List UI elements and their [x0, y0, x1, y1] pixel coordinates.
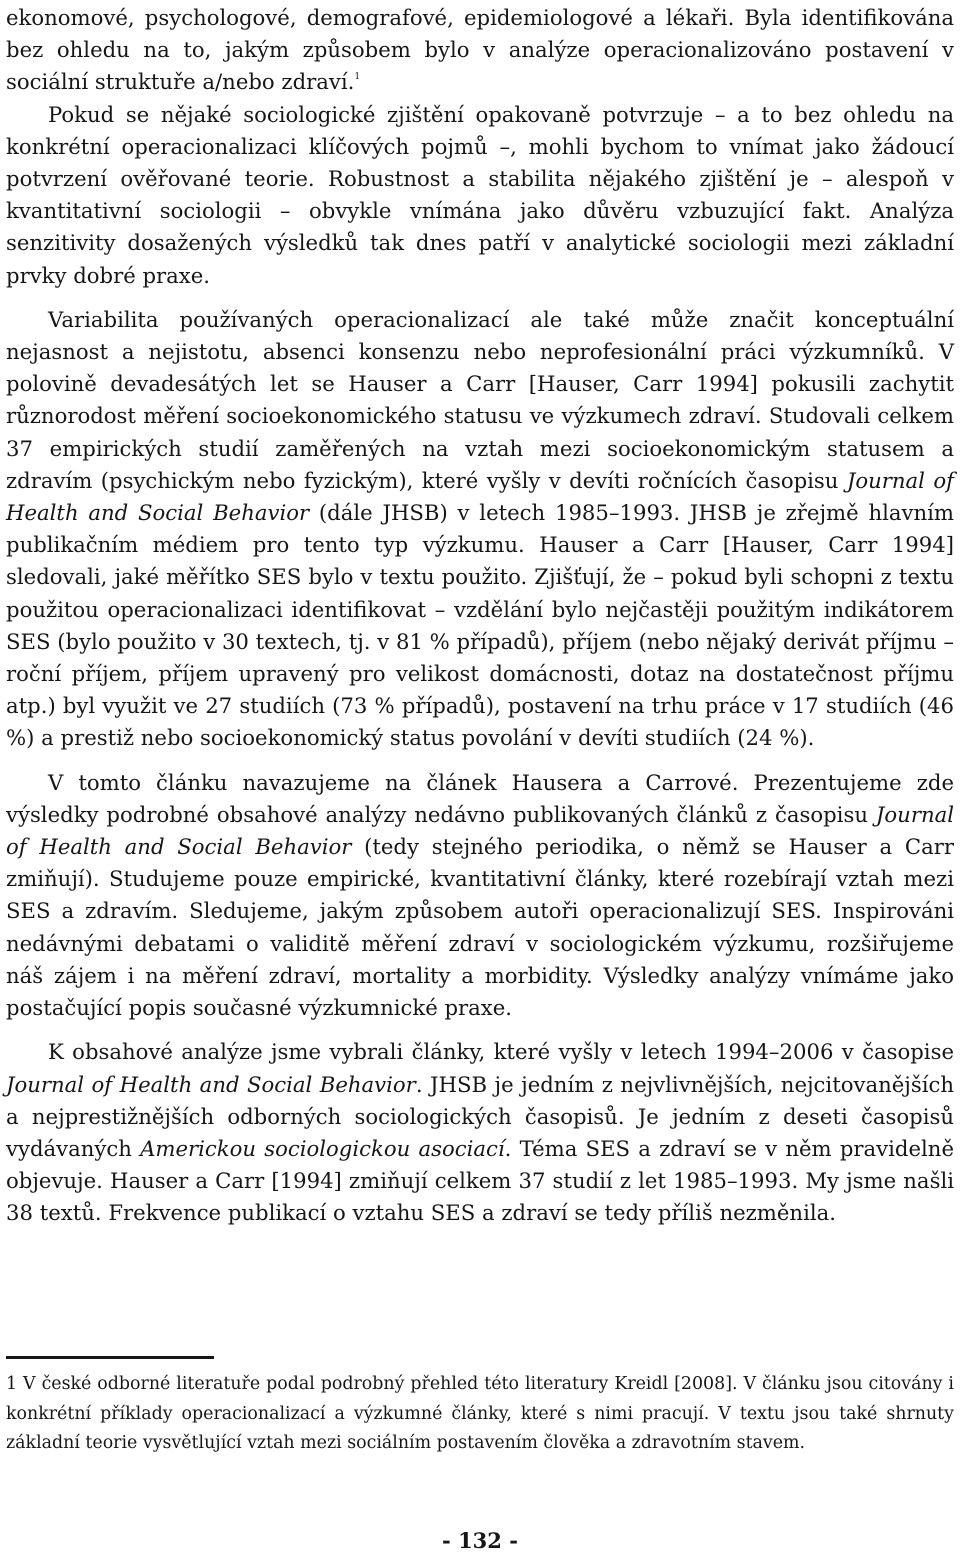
association-name: Americkou sociologickou asociací	[140, 1135, 505, 1161]
paragraph-variability: Variabilita používaných operacionalizací ale také může značit konceptuální nejasnost a nejistotu, absenci konsenzu nebo neprofesionální práci výzkumníků. V polovině devadesátých let se Hauser a Carr [Hauser, Carr 1994] pokusili zachytit různorodost měření socioekonomického statusu ve výzkumech zdraví. Studovali celkem 37 empirických studií zaměřených na vztah mezi socioekonomickým statusem a zdravím (psychickým nebo fyzickým), které vyšly v devíti ročnících časopisu Journal of Health and Social Behavior (dále JHSB) v letech 1985–1993. JHSB je zřejmě hlavním publikačním médiem pro tento typ výzkumu. Hauser a Carr [Hauser, Carr 1994] sledovali, jaké měřítko SES bylo v textu použito. Zjišťují, že – pokud byli schopni z textu použitou operacionalizaci identifikovat – vzdělání bylo nejčastěji použitým indikátorem SES (bylo použito v 30 textech, tj. v 81 % případů), příjem (nebo nějaký derivát příjmu – roční příjem, příjem upravený pro velikost domácnosti, dotaz na dostatečnost příjmu atp.) byl využit ve 27 studiích (73 % případů), postavení na trhu práce v 17 studiích (46 %) a prestiž nebo socioekonomický status povolání v devíti studiích (24 %).	[6, 306, 954, 751]
footnote-text: V české odborné literatuře podal podrobný přehled této literatury Kreidl [2008]. V článku jsou citovány i konkrétní příklady operacionalizací a výzkumné články, které s nimi pracují. V textu jsou také shrnuty základní teorie vysvětlující vztah mezi sociálním postavením člověka a zdravotním stavem.	[6, 1374, 954, 1454]
journal-title: Journal of Health and Social Behavior	[6, 801, 954, 860]
paragraph-content-analysis: K obsahové analýze jsme vybrali články, které vyšly v letech 1994–2006 v časopise Journal of Health and Social Behavior. JHSB je jedním z nejvlivnějších, nejcitovanějších a nejprestižnějších odborných sociologických časopisů. Je jedním z deseti časopisů vydávaných Americkou sociologickou asociací. Téma SES a zdraví se v něm pravidelně objevuje. Hauser a Carr [1994] zmiňují celkem 37 studií z let 1985–1993. My jsme našli 38 textů. Frekvence publikací o vztahu SES a zdraví se tedy příliš nezměnila.	[6, 1039, 954, 1226]
page-number: - 132 -	[442, 1528, 518, 1553]
paragraph-this-article: V tomto článku navazujeme na článek Hausera a Carrové. Prezentujeme zde výsledky podrobné obsahové analýzy nedávno publikovaných článků z časopisu Journal of Health and Social Behavior (tedy stejného periodika, o němž se Hauser a Carr zmiňují). Studujeme pouze empirické, kvantitativní články, které rozebírají vztah mezi SES a zdravím. Sledujeme, jakým způsobem autoři operacionalizují SES. Inspirováni nedávnými debatami o validitě měření zdraví v sociologickém výzkumu, rozšiřujeme náš zájem i na měření zdraví, mortality a morbidity. Výsledky analýzy vnímáme jako postačující popis současné výzkumnické praxe.	[6, 769, 954, 1021]
footnote-number: 1	[6, 1374, 18, 1394]
footnote-divider	[6, 1356, 214, 1359]
footnote-reference[interactable]: 1	[354, 72, 361, 83]
body-text	[6, 0, 954, 1230]
journal-title: Journal of Health and Social Behavior	[6, 467, 954, 526]
footnote	[6, 1370, 954, 1459]
journal-title: Journal of Health and Social Behavior	[6, 1071, 416, 1097]
paragraph-continuation: ekonomové, psychologové, demografové, epidemiologové a lékaři. Byla identifikována bez ohledu na to, jakým způsobem bylo v analýze operacionalizováno postavení v sociální struktuře a/nebo zdraví.$^1$	[6, 5, 954, 95]
paragraph-robustness: Pokud se nějaké sociologické zjištění opakovaně potvrzuje – a to bez ohledu na konkrétní operacionalizaci klíčových pojmů –, mohli bychom to vnímat jako žádoucí potvrzení ověřované teorie. Robustnost a stabilita nějakého zjištění je – alespoň v kvantitativní sociologii – obvykle vnímána jako důvěru vzbuzující fakt. Analýza senzitivity dosažených výsledků tak dnes patří v analytické sociologii mezi základní prvky dobré praxe.	[6, 101, 954, 288]
